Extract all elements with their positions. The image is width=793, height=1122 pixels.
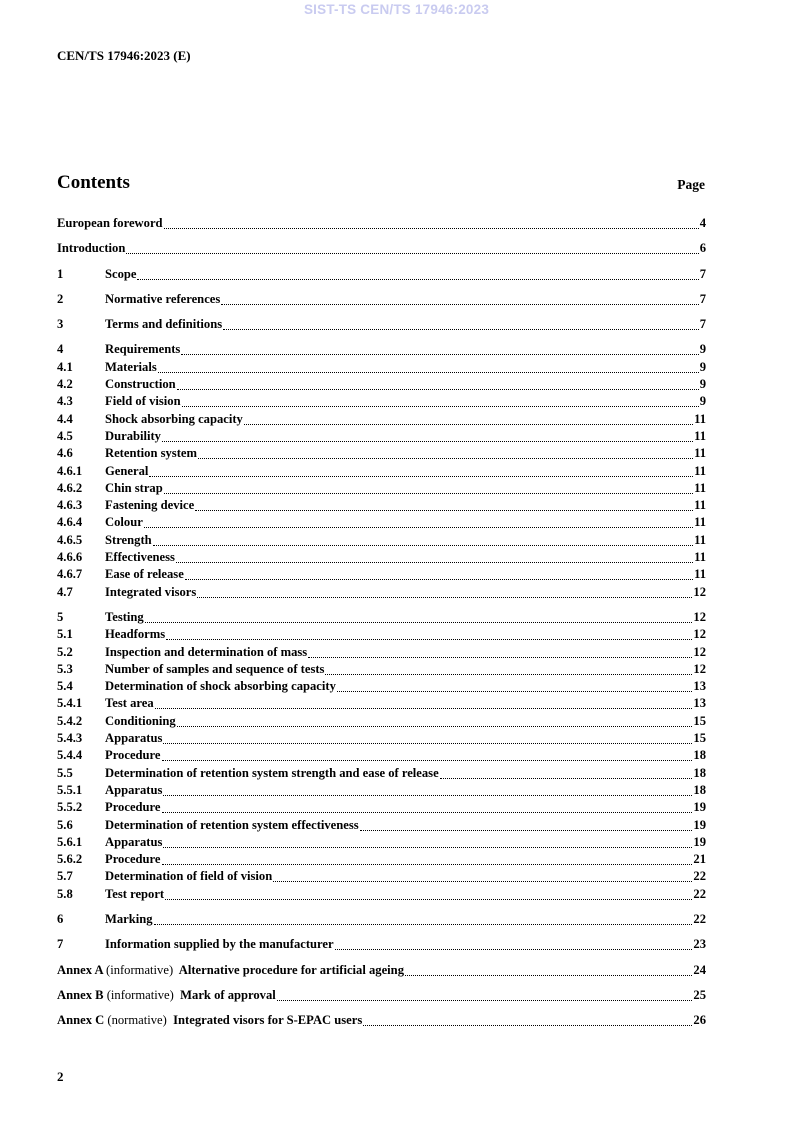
toc-entry-title: Scope — [105, 266, 137, 281]
toc-leader-dots — [177, 378, 699, 390]
toc-entry-page: 19 — [693, 800, 706, 815]
toc-entry-number: 5.4.4 — [57, 748, 83, 763]
toc-entry-number: 6 — [57, 911, 64, 926]
page-number: 2 — [57, 1069, 64, 1084]
toc-entry[interactable] — [57, 566, 706, 583]
toc-leader-dots — [162, 801, 693, 813]
toc-entry-page: 22 — [693, 869, 706, 884]
toc-entry-title: Procedure — [105, 800, 161, 815]
toc-entry-page: 12 — [693, 661, 706, 676]
toc-leader-dots — [164, 482, 693, 494]
toc-entry-number: 5.7 — [57, 869, 73, 884]
toc-entry-page: 13 — [693, 696, 706, 711]
toc-entry-number: 4.1 — [57, 359, 73, 374]
toc-entry-title: Test area — [105, 696, 154, 711]
toc-leader-dots — [273, 870, 692, 882]
toc-entry[interactable] — [57, 626, 706, 643]
table-of-contents — [57, 215, 706, 1029]
toc-leader-dots — [337, 680, 693, 692]
toc-leader-dots — [195, 499, 693, 511]
toc-entry-number: 4 — [57, 342, 64, 357]
toc-entry-number: 5.5.1 — [57, 782, 83, 797]
annex-title: Integrated visors for S-EPAC users — [173, 1013, 363, 1028]
toc-entry-number: 3 — [57, 317, 64, 332]
toc-entry-number: 5.1 — [57, 627, 73, 642]
toc-entry-page: 21 — [693, 852, 706, 867]
toc-entry-title: Number of samples and sequence of tests — [105, 661, 325, 676]
toc-entry[interactable] — [57, 359, 706, 376]
toc-leader-dots — [185, 568, 693, 580]
toc-entry-number: 5.3 — [57, 661, 73, 676]
toc-entry-page: 11 — [694, 480, 706, 495]
toc-leader-dots — [155, 697, 693, 709]
toc-entry-title: Fastening device — [105, 498, 195, 513]
annex-type-note: (normative) — [107, 1013, 167, 1028]
toc-leader-dots — [197, 586, 692, 598]
toc-entry-title: Headforms — [105, 627, 166, 642]
toc-entry-title: Terms and definitions — [105, 317, 223, 332]
annex-label: Annex C — [57, 1013, 105, 1028]
toc-entry[interactable] — [57, 316, 706, 333]
contents-heading: Contents — [57, 172, 130, 193]
toc-entry-title: Effectiveness — [105, 550, 175, 565]
toc-entry-page: 12 — [693, 609, 706, 624]
toc-entry-title: Requirements — [105, 342, 181, 357]
toc-leader-dots — [223, 318, 699, 330]
annex-label: Annex B — [57, 987, 104, 1002]
toc-leader-dots — [126, 242, 698, 254]
toc-entry-number: 4.6.5 — [57, 532, 83, 547]
toc-entry[interactable] — [57, 782, 706, 799]
toc-leader-dots — [145, 611, 693, 623]
toc-leader-dots — [182, 395, 699, 407]
toc-entry-title: Apparatus — [105, 834, 163, 849]
toc-entry-title: Introduction — [57, 241, 126, 256]
toc-leader-dots — [154, 913, 693, 925]
toc-entry-page: 11 — [694, 515, 706, 530]
toc-entry-title: Marking — [105, 911, 153, 926]
toc-entry-page: 23 — [693, 937, 706, 952]
toc-leader-dots — [221, 293, 698, 305]
toc-entry-page: 11 — [694, 463, 706, 478]
toc-entry[interactable] — [57, 834, 706, 851]
toc-entry[interactable] — [57, 215, 706, 232]
toc-entry-page: 6 — [699, 241, 706, 256]
toc-entry-page: 18 — [693, 765, 706, 780]
toc-entry-title: Information supplied by the manufacturer — [105, 937, 334, 952]
toc-leader-dots — [137, 268, 698, 280]
toc-entry-page: 12 — [693, 627, 706, 642]
watermark: SIST-TS CEN/TS 17946:2023 — [303, 2, 490, 17]
toc-entry-title — [57, 1012, 362, 1029]
toc-entry-number: 5.5 — [57, 765, 73, 780]
toc-entry-title: Integrated visors — [105, 584, 197, 599]
toc-entry-title: Strength — [105, 532, 152, 547]
toc-entry-title: Determination of shock absorbing capacity — [105, 679, 336, 694]
toc-leader-dots — [277, 989, 693, 1001]
toc-leader-dots — [158, 361, 699, 373]
toc-entry[interactable] — [57, 886, 706, 903]
toc-entry-page: 22 — [693, 911, 706, 926]
toc-leader-dots — [162, 430, 693, 442]
toc-entry-page: 11 — [694, 428, 706, 443]
toc-leader-dots — [163, 732, 692, 744]
toc-entry-number: 4.6.2 — [57, 480, 83, 495]
toc-entry[interactable] — [57, 428, 706, 445]
annex-title: Alternative procedure for artificial ageing — [178, 962, 404, 977]
toc-entry-page: 9 — [699, 342, 706, 357]
toc-entry[interactable] — [57, 341, 706, 358]
toc-entry[interactable] — [57, 411, 706, 428]
toc-leader-dots — [325, 663, 692, 675]
toc-leader-dots — [181, 343, 698, 355]
toc-entry-title: Materials — [105, 359, 157, 374]
toc-entry-title: Determination of retention system effectiveness — [105, 817, 359, 832]
toc-entry[interactable] — [57, 532, 706, 549]
toc-entry-number: 7 — [57, 937, 64, 952]
toc-entry[interactable] — [57, 644, 706, 661]
toc-entry-number: 4.5 — [57, 428, 73, 443]
toc-entry[interactable] — [57, 445, 706, 462]
toc-entry-title: Retention system — [105, 446, 197, 461]
toc-leader-dots — [405, 964, 692, 976]
toc-entry-title: Shock absorbing capacity — [105, 411, 243, 426]
toc-entry[interactable] — [57, 376, 706, 393]
toc-entry-title: Construction — [105, 377, 176, 392]
toc-entry-title: Colour — [105, 515, 143, 530]
toc-entry-page: 25 — [693, 987, 706, 1002]
toc-entry-page: 11 — [694, 446, 706, 461]
toc-leader-dots — [144, 516, 693, 528]
toc-leader-dots — [149, 465, 693, 477]
toc-entry[interactable] — [57, 291, 706, 308]
toc-entry-title: Ease of release — [105, 567, 184, 582]
toc-entry-title: Determination of field of vision — [105, 869, 273, 884]
toc-leader-dots — [335, 938, 693, 950]
toc-leader-dots — [308, 646, 692, 658]
toc-entry-page: 4 — [699, 216, 706, 230]
toc-entry-page: 15 — [693, 713, 706, 728]
toc-entry-title: Conditioning — [105, 713, 176, 728]
toc-entry[interactable] — [57, 514, 706, 531]
toc-entry[interactable] — [57, 695, 706, 712]
toc-leader-dots — [198, 447, 693, 459]
annex-label: Annex A — [57, 962, 103, 977]
toc-entry-page: 24 — [693, 962, 706, 977]
toc-entry[interactable] — [57, 936, 706, 953]
toc-entry-page: 11 — [694, 411, 706, 426]
toc-leader-dots — [176, 551, 693, 563]
toc-entry-page: 11 — [694, 532, 706, 547]
toc-entry-number: 5.8 — [57, 886, 73, 901]
annex-type-note: (informative) — [106, 987, 174, 1002]
toc-entry-page: 18 — [693, 748, 706, 763]
page-column-heading: Page — [677, 177, 705, 192]
toc-entry-page: 7 — [699, 291, 706, 306]
toc-entry-number: 5.6 — [57, 817, 73, 832]
annex-type-note: (informative) — [106, 962, 174, 977]
toc-entry-title: Normative references — [105, 291, 221, 306]
toc-entry-page: 11 — [694, 550, 706, 565]
toc-entry-title: Testing — [105, 609, 144, 624]
toc-entry-page: 7 — [699, 266, 706, 281]
toc-entry-number: 5.4.1 — [57, 696, 83, 711]
toc-entry[interactable] — [57, 911, 706, 928]
toc-entry-title: Procedure — [105, 852, 161, 867]
toc-entry-number: 5.4 — [57, 679, 73, 694]
toc-entry[interactable] — [57, 609, 706, 626]
toc-entry-number: 5.4.2 — [57, 713, 83, 728]
toc-entry-title: Durability — [105, 428, 161, 443]
toc-entry[interactable] — [57, 463, 706, 480]
toc-leader-dots — [162, 853, 693, 865]
toc-entry[interactable] — [57, 747, 706, 764]
toc-entry-number: 4.6.4 — [57, 515, 83, 530]
toc-entry-number: 5.6.2 — [57, 852, 83, 867]
toc-entry-number: 4.7 — [57, 584, 73, 599]
toc-entry[interactable] — [57, 713, 706, 730]
toc-entry[interactable] — [57, 480, 706, 497]
toc-entry[interactable] — [57, 868, 706, 885]
toc-entry[interactable] — [57, 266, 706, 283]
toc-leader-dots — [162, 749, 693, 761]
toc-entry[interactable] — [57, 393, 706, 410]
toc-entry[interactable] — [57, 851, 706, 868]
toc-entry-number: 1 — [57, 266, 64, 281]
toc-entry-title: Apparatus — [105, 782, 163, 797]
toc-entry-page: 12 — [693, 584, 706, 599]
toc-leader-dots — [163, 836, 692, 848]
toc-entry[interactable] — [57, 987, 706, 1004]
toc-entry-title: Inspection and determination of mass — [105, 644, 308, 659]
toc-entry-page: 18 — [693, 782, 706, 797]
toc-entry[interactable] — [57, 678, 706, 695]
toc-entry-title: European foreword — [57, 216, 163, 230]
toc-entry-page: 9 — [699, 394, 706, 409]
toc-leader-dots — [165, 888, 692, 900]
annex-title: Mark of approval — [180, 987, 276, 1002]
toc-leader-dots — [440, 767, 693, 779]
toc-entry-title: Apparatus — [105, 731, 163, 746]
toc-entry-page: 19 — [693, 817, 706, 832]
toc-entry-page: 19 — [693, 834, 706, 849]
toc-entry[interactable] — [57, 962, 706, 979]
toc-entry-title — [57, 962, 404, 979]
toc-entry-page: 26 — [693, 1013, 706, 1028]
toc-entry-page: 12 — [693, 644, 706, 659]
toc-entry-number: 4.6.6 — [57, 550, 83, 565]
toc-entry-number: 4.4 — [57, 411, 73, 426]
toc-entry[interactable] — [57, 240, 706, 257]
toc-entry[interactable] — [57, 549, 706, 566]
toc-entry[interactable] — [57, 661, 706, 678]
toc-entry[interactable] — [57, 799, 706, 816]
toc-entry-number: 5.2 — [57, 644, 73, 659]
toc-leader-dots — [164, 217, 699, 229]
toc-leader-dots — [166, 628, 692, 640]
toc-leader-dots — [363, 1014, 692, 1026]
toc-entry-page: 9 — [699, 359, 706, 374]
toc-leader-dots — [244, 413, 693, 425]
toc-entry-title — [57, 987, 276, 1004]
toc-entry-page: 11 — [694, 567, 706, 582]
toc-entry-title: Chin strap — [105, 480, 163, 495]
toc-entry[interactable] — [57, 730, 706, 747]
toc-entry[interactable] — [57, 1012, 706, 1029]
toc-entry-number: 4.6 — [57, 446, 73, 461]
toc-entry-title: Test report — [105, 886, 165, 901]
toc-entry-number: 4.6.1 — [57, 463, 83, 478]
toc-entry[interactable] — [57, 497, 706, 514]
toc-entry-page: 13 — [693, 679, 706, 694]
toc-entry-number: 5 — [57, 609, 64, 624]
toc-leader-dots — [163, 784, 692, 796]
toc-entry[interactable] — [57, 584, 706, 601]
toc-entry[interactable] — [57, 765, 706, 782]
toc-entry-title: Field of vision — [105, 394, 181, 409]
toc-leader-dots — [177, 715, 693, 727]
toc-entry-number: 4.3 — [57, 394, 73, 409]
toc-entry-number: 4.6.7 — [57, 567, 83, 582]
toc-entry-page: 11 — [694, 498, 706, 513]
toc-entry-title: Determination of retention system strength and ease of release — [105, 765, 439, 780]
toc-entry-number: 5.5.2 — [57, 800, 83, 815]
toc-leader-dots — [153, 534, 693, 546]
toc-entry-number: 5.6.1 — [57, 834, 83, 849]
toc-entry-number: 5.4.3 — [57, 731, 83, 746]
toc-entry-page: 22 — [693, 886, 706, 901]
toc-entry-page: 15 — [693, 731, 706, 746]
toc-entry-title: Procedure — [105, 748, 161, 763]
toc-entry-number: 2 — [57, 291, 64, 306]
toc-entry-number: 4.2 — [57, 377, 73, 392]
toc-entry-number: 4.6.3 — [57, 498, 83, 513]
toc-entry-page: 7 — [699, 317, 706, 332]
toc-entry-page: 9 — [699, 377, 706, 392]
document-identifier: CEN/TS 17946:2023 (E) — [57, 48, 191, 63]
toc-entry[interactable] — [57, 817, 706, 834]
toc-leader-dots — [360, 819, 693, 831]
toc-entry-title: General — [105, 463, 149, 478]
